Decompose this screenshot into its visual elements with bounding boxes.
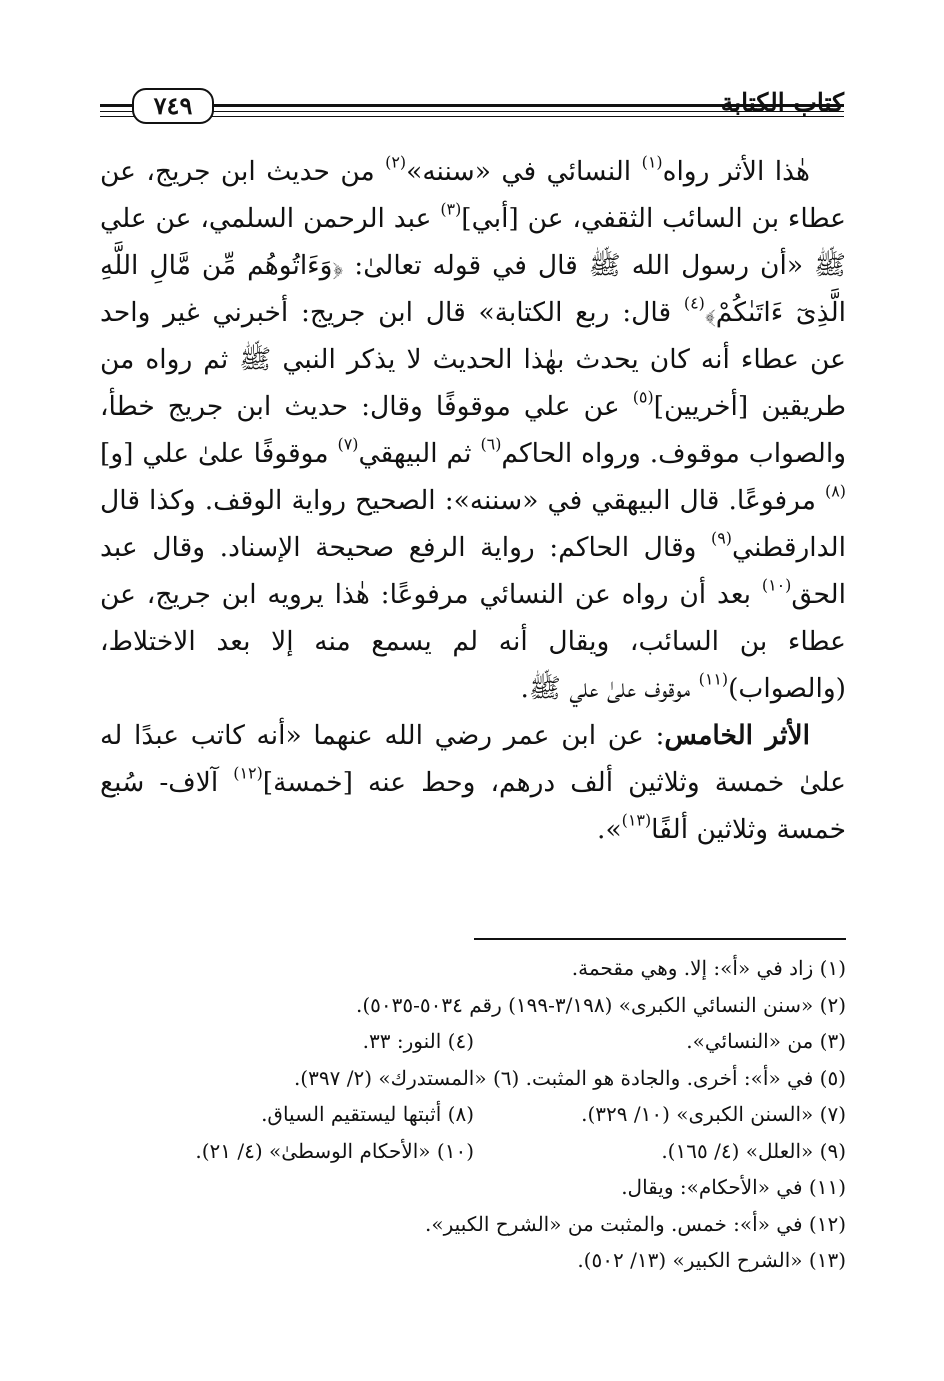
footnote-ref: (٥): [632, 387, 654, 407]
book-title: كتاب الكتابة: [720, 88, 844, 117]
footnote-ref: (٤): [683, 293, 705, 313]
footnote-ref: (١٣): [621, 810, 652, 830]
text-run: ».: [597, 814, 622, 845]
footnote-ref: (١٢): [233, 763, 263, 783]
footnote-text: (٨) أثبتها ليستقيم السياق.: [261, 1102, 474, 1126]
paragraph: [100, 148, 846, 712]
text-run: بعد أن رواه عن النسائي مرفوعًا: هٰذا يرويه ابن جريج، عن عطاء بن السائب، ويقال أنه لم يسمع منه إلا بعد الاختلاط، (والصواب): [100, 579, 846, 704]
footnote-pair: [100, 1096, 846, 1133]
text-run: ثم البيهقي: [358, 438, 481, 469]
footnote-text: (١) زاد في «أ»: إلا. وهي مقحمة.: [571, 956, 846, 980]
footnote-text: (١٣) «الشرح الكبير» (١٣/ ٥٠٢).: [577, 1248, 846, 1272]
text-run: قال: ربع الكتابة» قال ابن جريج: أخبرني غير واحد عن عطاء أنه كان يحدث بهٰذا الحديث لا يذكر النبي ﷺ ثم رواه من طريقين [أخريين]: [100, 297, 846, 422]
text-run: من حديث ابن جريج، عن عطاء بن السائب الثقفي، عن [أبي]: [100, 156, 846, 234]
footnote: [100, 1169, 846, 1206]
text-run: عبد الرحمن السلمي، عن علي ﷺ «أن رسول الله ﷺ قال في قوله تعالىٰ: ﴿وَءَاتُوهُم مِّن مَّالِ اللَّهِ الَّذِىٓ ءَاتَىٰكُمْ﴾: [100, 203, 847, 328]
footnote-text: (١١) في «الأحكام»: ويقال.: [621, 1175, 846, 1199]
text-run: موقوفًا علىٰ علي [و]: [100, 438, 338, 469]
footnote-text: (٩) «العلل» (٤/ ١٦٥).: [661, 1138, 846, 1163]
footnote-text: (٢) «سنن النسائي الكبرى» (٣/١٩٨-١٩٩) رقم ٥٠٣٤-٥٠٣٥).: [355, 992, 846, 1017]
page-header: [100, 80, 844, 130]
footnote-ref: (٧): [337, 434, 359, 454]
footnote-ref: (٨): [825, 481, 846, 501]
footnote-text: (٥) في «أ»: أخرى. والجادة هو المثبت. (٦) «المستدرك» (٢/ ٣٩٧).: [293, 1065, 846, 1090]
footnote-ref: (٦): [480, 434, 502, 454]
text-run: النسائي في «سننه»: [406, 156, 642, 187]
footnote-text: (١٠) «الأحكام الوسطىٰ» (٤/ ٢١).: [195, 1138, 474, 1163]
page-number: ٧٤٩: [132, 88, 214, 124]
footnote-ref: (١٠): [761, 575, 792, 595]
text-run: وقال الحاكم: رواية الرفع صحيحة الإسناد. وقال عبد الحق: [100, 532, 846, 610]
paragraph: [100, 712, 846, 853]
text-run: موقوف علىٰ علي ﷺ.: [520, 673, 699, 704]
footnote-text: (٤) النور: ٣٣.: [362, 1029, 474, 1053]
footnote-ref: (٢): [385, 152, 407, 172]
footnote-ref: (١١): [698, 669, 729, 689]
text-run: مرفوعًا. قال البيهقي في «سننه»: الصحيح رواية الوقف. وكذا قال الدارقطني: [100, 485, 846, 563]
footnote: [100, 987, 846, 1024]
text-run: هٰذا الأثر رواه: [662, 156, 810, 187]
footnote-text: (٧) «السنن الكبرى» (١٠/ ٣٢٩).: [581, 1102, 846, 1126]
footnote-ref: (٣): [440, 199, 462, 219]
footnote-ref: (٩): [711, 528, 732, 548]
footnote-pair: [100, 1023, 846, 1060]
footnote: [100, 1206, 846, 1243]
footnote-text: (٣) من «النسائي».: [686, 1029, 846, 1053]
footnote-ref: (١): [641, 152, 663, 172]
text-run: : عن ابن عمر رضي الله عنهما «أنه كاتب عبدًا له علىٰ خمسة وثلاثين ألف درهم، وحط عنه [خمسة]: [100, 720, 846, 798]
footnote-separator: [474, 938, 846, 940]
text-run: آلاف- سُبع خمسة وثلاثين ألفًا: [100, 767, 846, 845]
footnote: [100, 1060, 846, 1097]
footnote-text: (١٢) في «أ»: خمس. والمثبت من «الشرح الكبير».: [425, 1211, 846, 1236]
section-lead: الأثر الخامس: [664, 720, 810, 751]
main-text: [100, 148, 846, 853]
footnote: [100, 1242, 846, 1279]
footnotes: [100, 950, 846, 1279]
footnote-pair: [100, 1133, 846, 1170]
footnote: [100, 950, 846, 987]
text-run: عن علي موقوفًا وقال: حديث ابن جريج خطأ، والصواب موقوف. ورواه الحاكم: [100, 391, 847, 469]
